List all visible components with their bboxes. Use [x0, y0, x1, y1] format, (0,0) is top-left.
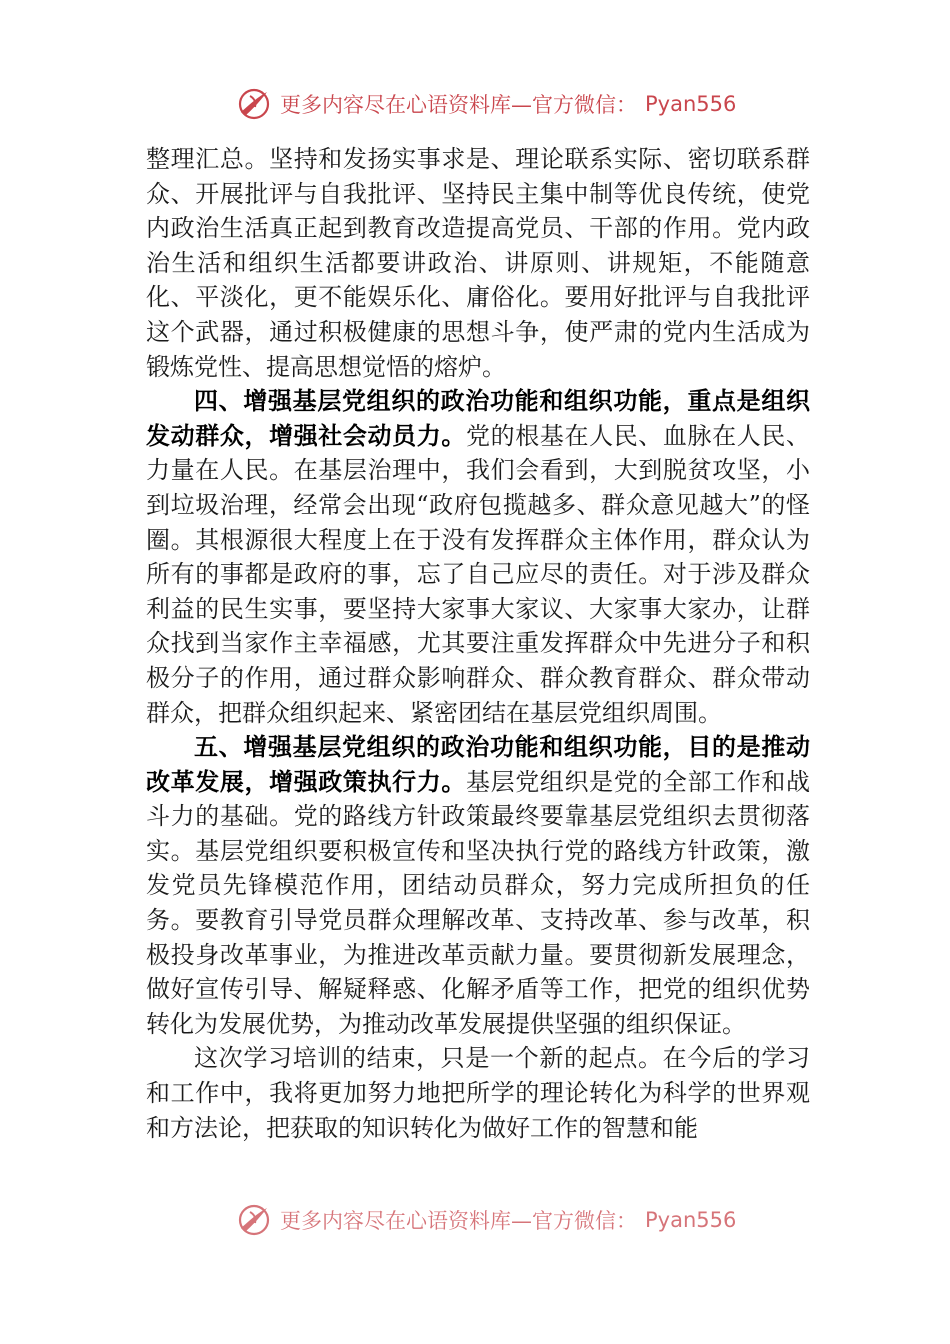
paragraph-section-four [146, 384, 810, 730]
document-body [146, 142, 810, 1145]
section-five-body: 基层党组织是党的全部工作和战斗力的基础。党的路线方针政策最终要靠基层党组织去贯彻落实。基层党组织要积极宣传和坚决执行党的路线方针政策，激发党员先锋模范作用，团结动员群众，努力完成所担负的任务。要教育引导党员群众理解改革、支持改革、参与改革，积极投身改革事业，为推进改革贡献力量。要贯彻新发展理念，做好宣传引导、解疑释惑、化解矛盾等工作，把党的组织优势转化为发展优势，为推动改革发展提供坚强的组织保证。 [146, 767, 810, 1038]
paragraph-conclusion [146, 1041, 810, 1145]
watermark-banner-top [236, 84, 756, 124]
section-four-body: 党的根基在人民、血脉在人民、力量在人民。在基层治理中，我们会看到，大到脱贫攻坚，小到垃圾治理，经常会出现“政府包揽越多、群众意见越大”的怪圈。其根源很大程度上在于没有发挥群众主体作用，群众认为所有的事都是政府的事，忘了自己应尽的责任。对于涉及群众利益的民生实事，要坚持大家事大家议、大家事大家办，让群众找到当家作主幸福感，尤其要注重发挥群众中先进分子和积极分子的作用，通过群众影响群众、群众教育群众、群众带动群众，把群众组织起来、紧密团结在基层党组织周围。 [146, 421, 810, 727]
watermark-banner-bottom [236, 1203, 756, 1237]
brush-logo-icon [236, 1203, 272, 1237]
paragraph-continuation [146, 142, 810, 384]
section-four-heading: 四、增强基层党组织的政治功能和组织功能，重点是组织发动群众，增强社会动员力。 [146, 387, 810, 450]
watermark-wechat-id: Pyan556 [645, 92, 737, 116]
brush-logo-icon [236, 86, 272, 122]
paragraph-section-five [146, 730, 810, 1041]
paragraph-body: 整理汇总。坚持和发扬实事求是、理论联系实际、密切联系群众、开展批评与自我批评、坚持民主集中制等优良传统，使党内政治生活真正起到教育改造提高党员、干部的作用。党内政治生活和组织生活都要讲政治、讲原则、讲规矩，不能随意化、平淡化，更不能娱乐化、庸俗化。要用好批评与自我批评这个武器，通过积极健康的思想斗争，使严肃的党内生活成为锻炼党性、提高思想觉悟的熔炉。 [146, 145, 810, 381]
conclusion-body: 这次学习培训的结束，只是一个新的起点。在今后的学习和工作中，我将更加努力地把所学的理论转化为科学的世界观和方法论，把获取的知识转化为做好工作的智慧和能 [146, 1044, 810, 1142]
section-five-heading: 五、增强基层党组织的政治功能和组织功能，目的是推动改革发展，增强政策执行力。 [146, 733, 810, 796]
watermark-text: 更多内容尽在心语资料库—官方微信： [280, 1209, 637, 1233]
watermark-wechat-id: Pyan556 [645, 1208, 737, 1232]
watermark-text: 更多内容尽在心语资料库—官方微信： [280, 93, 637, 117]
